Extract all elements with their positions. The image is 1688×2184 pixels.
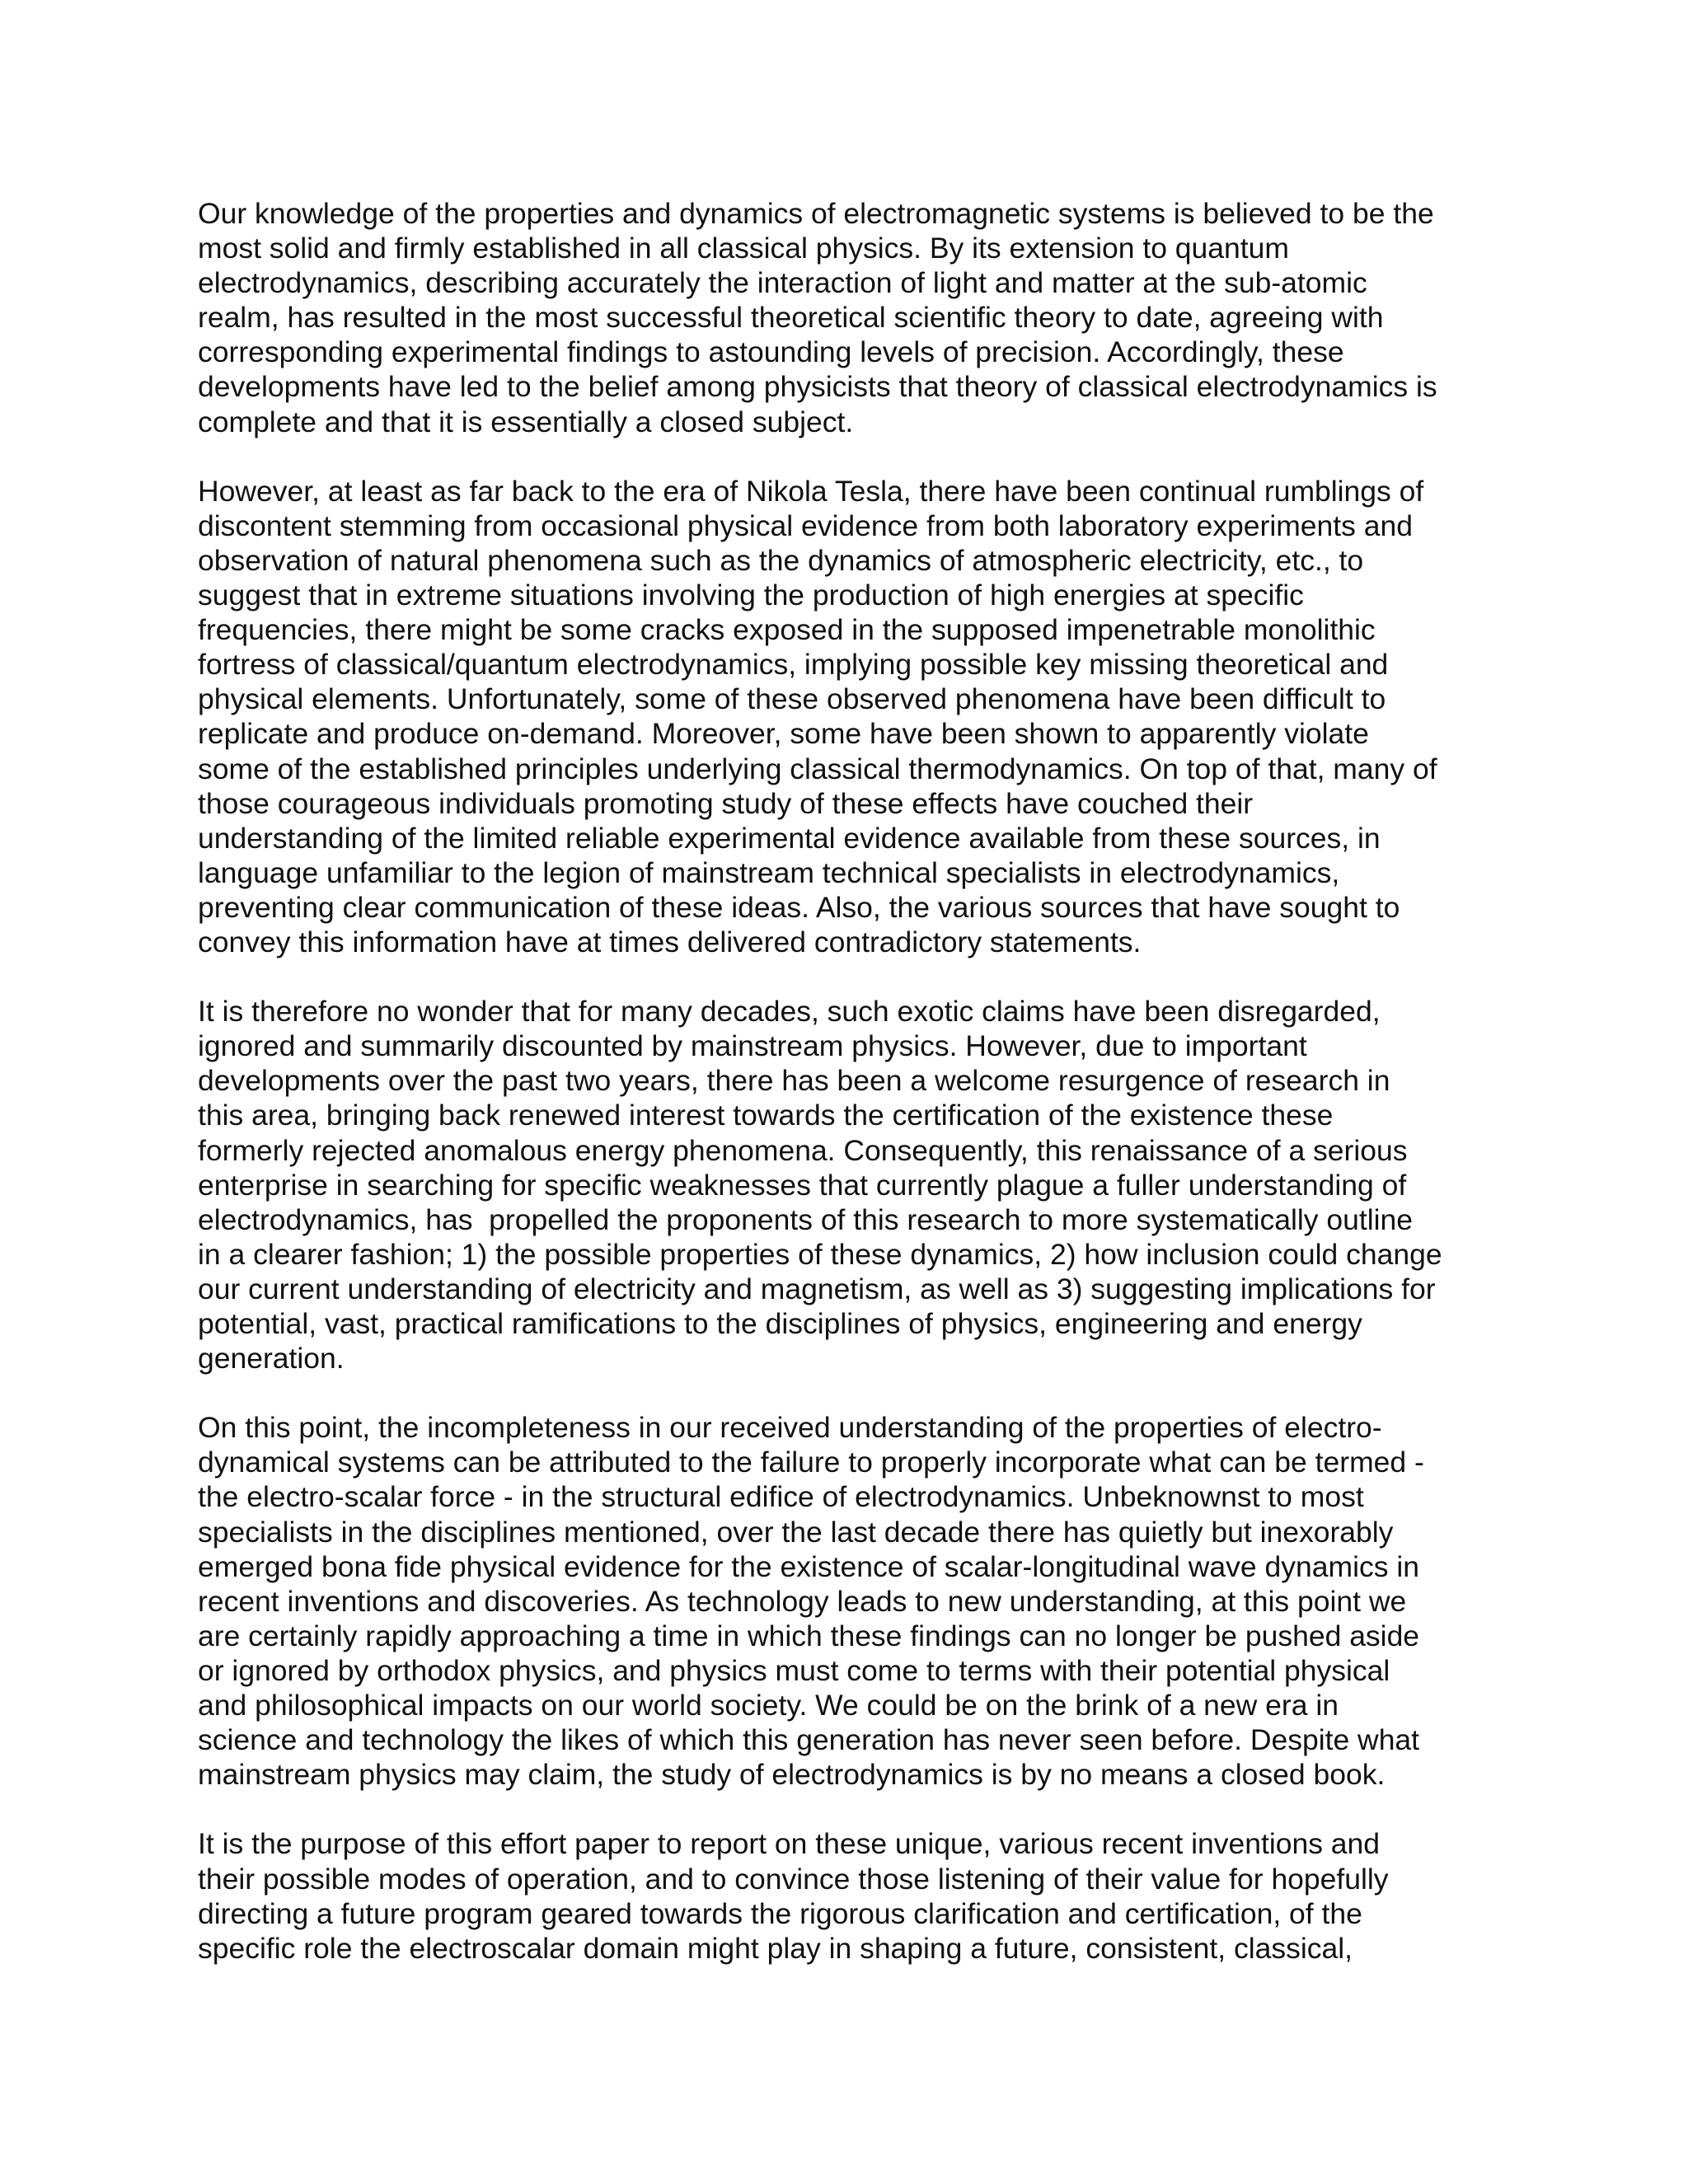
text-line: It is therefore no wonder that for many decades, such exotic claims have been disregarded, <box>198 995 1381 1029</box>
text-line: the electro-scalar force - in the structural edifice of electrodynamics. Unbeknownst to most <box>198 1480 1364 1514</box>
text-line: On this point, the incompleteness in our received understanding of the properties of electro- <box>198 1411 1382 1445</box>
text-line: mainstream physics may claim, the study of electrodynamics is by no means a closed book. <box>198 1758 1386 1792</box>
text-line: realm, has resulted in the most successful theoretical scientific theory to date, agreeing with <box>198 301 1384 335</box>
text-line: directing a future program geared towards the rigorous clarification and certification, of the <box>198 1896 1362 1930</box>
text-line: specific role the electroscalar domain might play in shaping a future, consistent, classical, <box>198 1931 1353 1965</box>
text-line: ignored and summarily discounted by mainstream physics. However, due to important <box>198 1029 1307 1063</box>
text-line: our current understanding of electricity and magnetism, as well as 3) suggesting implications for <box>198 1272 1436 1305</box>
text-line: most solid and firmly established in all classical physics. By its extension to quantum <box>198 232 1289 265</box>
text-line: developments have led to the belief among physicists that theory of classical electrodynamics is <box>198 370 1437 404</box>
text-line: those courageous individuals promoting study of these effects have couched their <box>198 786 1254 820</box>
text-line: developments over the past two years, there has been a welcome resurgence of research in <box>198 1064 1390 1098</box>
text-line: complete and that it is essentially a closed subject. <box>198 405 854 438</box>
text-line: science and technology the likes of which this generation has never seen before. Despite what <box>198 1723 1420 1757</box>
text-line: understanding of the limited reliable experimental evidence available from these sources, in <box>198 821 1381 855</box>
text-line: this area, bringing back renewed interest towards the certification of the existence these <box>198 1099 1334 1132</box>
paragraph-2 <box>198 474 1517 959</box>
text-line: generation. <box>198 1342 345 1376</box>
paragraph-3 <box>198 994 1517 1376</box>
text-line: language unfamiliar to the legion of mainstream technical specialists in electrodynamics, <box>198 855 1340 889</box>
text-line: electrodynamics, describing accurately the interaction of light and matter at the sub-atomic <box>198 266 1367 300</box>
text-line: Our knowledge of the properties and dynamics of electromagnetic systems is believed to be the <box>198 197 1434 230</box>
text-line: or ignored by orthodox physics, and physics must come to terms with their potential physical <box>198 1653 1390 1687</box>
text-line: frequencies, there might be some cracks exposed in the supposed impenetrable monolithic <box>198 613 1376 647</box>
text-line: preventing clear communication of these ideas. Also, the various sources that have sought to <box>198 890 1400 924</box>
text-line: However, at least as far back to the era of Nikola Tesla, there have been continual rumblings of <box>198 474 1424 508</box>
text-line: their possible modes of operation, and to convince those listening of their value for hopefully <box>198 1862 1389 1896</box>
text-line: convey this information have at times delivered contradictory statements. <box>198 925 1142 958</box>
text-line: corresponding experimental findings to astounding levels of precision. Accordingly, these <box>198 335 1344 369</box>
text-line: specialists in the disciplines mentioned, over the last decade there has quietly but inexorably <box>198 1515 1394 1549</box>
text-line: observation of natural phenomena such as the dynamics of atmospheric electricity, etc., to <box>198 543 1364 577</box>
text-line: recent inventions and discoveries. As technology leads to new understanding, at this point we <box>198 1584 1407 1618</box>
text-line: and philosophical impacts on our world society. We could be on the brink of a new era in <box>198 1689 1339 1722</box>
text-line: in a clearer fashion; 1) the possible properties of these dynamics, 2) how inclusion could change <box>198 1237 1442 1271</box>
text-line: formerly rejected anomalous energy phenomena. Consequently, this renaissance of a serious <box>198 1133 1408 1167</box>
text-line: physical elements. Unfortunately, some of these observed phenomena have been difficult to <box>198 682 1386 716</box>
text-line: enterprise in searching for specific weaknesses that currently plague a fuller understanding of <box>198 1168 1407 1202</box>
text-line: It is the purpose of this effort paper to report on these unique, various recent inventions and <box>198 1827 1381 1861</box>
text-line: are certainly rapidly approaching a time in which these findings can no longer be pushed aside <box>198 1619 1420 1652</box>
text-line: suggest that in extreme situations involving the production of high energies at specific <box>198 579 1304 612</box>
text-line: replicate and produce on-demand. Moreover, some have been shown to apparently violate <box>198 717 1369 751</box>
text-line: emerged bona fide physical evidence for the existence of scalar-longitudinal wave dynamics in <box>198 1549 1419 1583</box>
text-line: electrodynamics, has propelled the proponents of this research to more systematically outline <box>198 1202 1413 1236</box>
text-line: some of the established principles underlying classical thermodynamics. On top of that, many of <box>198 752 1437 785</box>
text-line: fortress of classical/quantum electrodynamics, implying possible key missing theoretical and <box>198 648 1389 682</box>
paragraph-5 <box>198 1826 1517 1965</box>
text-line: discontent stemming from occasional physical evidence from both laboratory experiments and <box>198 509 1413 542</box>
document-body <box>198 196 1517 2000</box>
text-line: dynamical systems can be attributed to the failure to properly incorporate what can be termed - <box>198 1446 1424 1479</box>
text-line: potential, vast, practical ramifications to the disciplines of physics, engineering and energy <box>198 1307 1362 1340</box>
paragraph-4 <box>198 1410 1517 1792</box>
paragraph-1 <box>198 196 1517 439</box>
